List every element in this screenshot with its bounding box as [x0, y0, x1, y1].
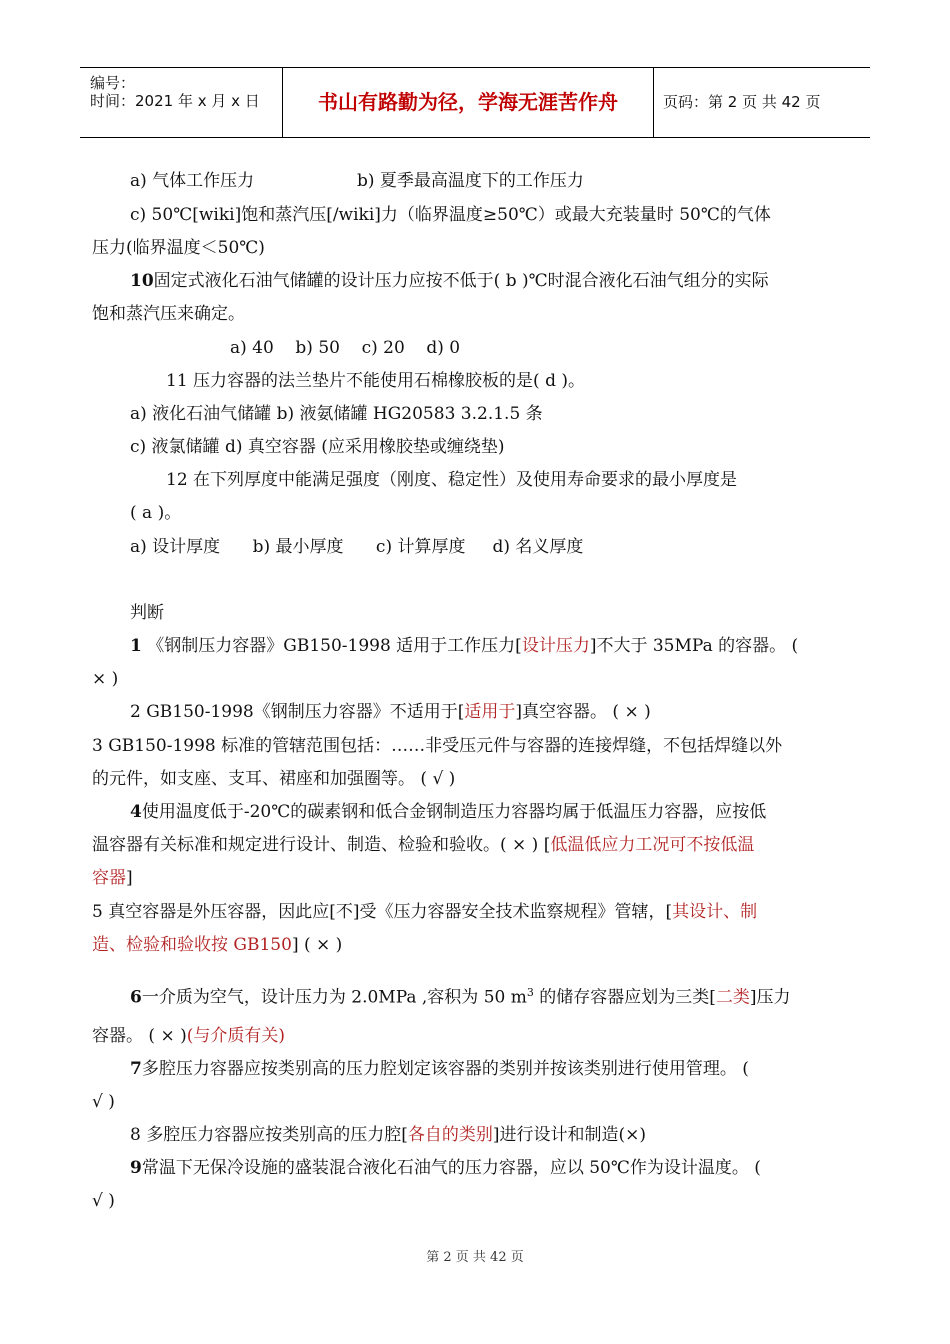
page-header: [80, 67, 870, 138]
j4-red-note: 低温低应力工况可不按低温: [550, 835, 755, 855]
j2-text: 2 GB150-1998《钢制压力容器》不适用于[: [130, 702, 465, 722]
j4-text: 使用温度低于-20℃的碳素钢和低合金钢制造压力容器均属于低温压力容器，应按低: [141, 802, 767, 822]
j4-red-note-2: 容器: [92, 868, 126, 888]
page-footer: 第 2 页 共 42 页: [426, 1250, 524, 1265]
time-label: 时间：2021 年 x 月 x 日: [90, 92, 260, 110]
q10-text: 固定式液化石油气储罐的设计压力应按不低于( b )℃时混合液化石油气组分的实际: [153, 271, 769, 291]
option-c-cont: 压力(临界温度＜50℃): [92, 238, 265, 258]
judge-2: [130, 701, 651, 723]
j6-text: 一介质为空气，设计压力为 2.0MPa ,容积为 50 m: [141, 987, 527, 1008]
j6-red-note-2: (与介质有关): [186, 1026, 285, 1046]
j5-red-note-2: 造、检验和验收按 GB150: [92, 935, 292, 955]
judge-7: [130, 1058, 749, 1080]
judge-5-cont: [92, 934, 342, 956]
j7-number: 7: [130, 1059, 142, 1079]
question-11-options-1: a) 液化石油气储罐 b) 液氨储罐 HG20583 3.2.1.5 条: [130, 404, 543, 424]
judge-4-cont: [92, 834, 754, 856]
judge-8: [130, 1124, 646, 1146]
judge-3-cont: 的元件，如支座、支耳、裙座和加强圈等。 ( √ ): [92, 769, 456, 789]
j9-number: 9: [130, 1158, 142, 1178]
option-line: [130, 170, 584, 192]
j5-red-note: 其设计、制: [672, 902, 758, 922]
judge-1-answer: × ): [92, 669, 119, 689]
option-c-line: c) 50℃[wiki]饱和蒸汽压[/wiki]力（临界温度≥50℃）或最大充装量时 50℃的气体: [130, 205, 771, 225]
judge-7-answer: √ ): [92, 1092, 115, 1112]
j6-superscript: 3: [526, 986, 534, 999]
j4-text-2: 温容器有关标准和规定进行设计、制造、检验和验收。( × ) [: [92, 835, 551, 855]
judge-4: [130, 801, 766, 823]
judge-3: 3 GB150-1998 标准的管辖范围包括：……非受压元件与容器的连接焊缝，不包括焊缝以外: [92, 736, 783, 756]
j1-red-note: 设计压力: [521, 636, 590, 656]
question-10-options: a) 40 b) 50 c) 20 d) 0: [230, 338, 461, 358]
j9-text: 常温下无保冷设施的盛装混合液化石油气的压力容器，应以 50℃作为设计温度。 (: [141, 1158, 761, 1178]
section-judge-heading: 判断: [130, 603, 164, 623]
question-12-options: a) 设计厚度 b) 最小厚度 c) 计算厚度 d) 名义厚度: [130, 537, 584, 557]
option-b: b) 夏季最高温度下的工作压力: [356, 171, 584, 191]
j2-text-end: ]真空容器。 ( × ): [515, 702, 651, 722]
j5-text: 5 真空容器是外压容器，因此应[不]受《压力容器安全技术监察规程》管辖，[: [92, 902, 673, 922]
question-10: [130, 270, 769, 292]
number-label: 编号：: [90, 74, 136, 92]
judge-6: [130, 982, 791, 1009]
j6-answer: 容器。 ( × ): [92, 1026, 187, 1046]
j6-red-note: 二类: [715, 987, 750, 1008]
j1-number: 1: [130, 636, 142, 656]
judge-9-answer: √ ): [92, 1191, 115, 1211]
option-a: a) 气体工作压力: [130, 171, 255, 191]
j6-number: 6: [130, 987, 142, 1008]
j7-text: 多腔压力容器应按类别高的压力腔划定该容器的类别并按该类别进行使用管理。 (: [141, 1059, 749, 1079]
j6-text-3: ]压力: [749, 987, 791, 1008]
header-motto: 书山有路勤为径，学海无涯苦作舟: [283, 68, 654, 137]
question-12-cont: ( a )。: [130, 503, 182, 523]
judge-5: [92, 901, 757, 923]
j1-text-end: ]不大于 35MPa 的容器。 (: [589, 636, 799, 656]
j8-red-note: 各自的类别: [407, 1125, 493, 1145]
judge-4-cont-2: [92, 867, 133, 889]
judge-1: [130, 635, 798, 657]
header-meta: [80, 68, 283, 137]
q10-number: 10: [130, 271, 154, 291]
j4-number: 4: [130, 802, 142, 822]
j6-text-2: 的储存容器应划为三类[: [533, 987, 716, 1008]
question-12: 12 在下列厚度中能满足强度（刚度、稳定性）及使用寿命要求的最小厚度是: [166, 470, 738, 490]
j1-text: 《钢制压力容器》GB150-1998 适用于工作压力[: [147, 636, 522, 656]
j2-red-note: 适用于: [464, 702, 516, 722]
j4-bracket: ]: [126, 868, 133, 888]
j8-text: 8 多腔压力容器应按类别高的压力腔[: [130, 1125, 408, 1145]
question-11: 11 压力容器的法兰垫片不能使用石棉橡胶板的是( d )。: [166, 371, 585, 391]
j8-text-end: ]进行设计和制造(×): [492, 1125, 647, 1145]
judge-6-cont: [92, 1025, 285, 1047]
question-11-options-2: c) 液氯储罐 d) 真空容器 (应采用橡胶垫或缠绕垫): [130, 437, 505, 457]
j5-answer: ] ( × ): [291, 935, 343, 955]
header-page-info: 页码：第 2 页 共 42 页: [663, 93, 821, 111]
judge-9: [130, 1157, 761, 1179]
question-10-cont: 饱和蒸汽压来确定。: [92, 304, 245, 324]
